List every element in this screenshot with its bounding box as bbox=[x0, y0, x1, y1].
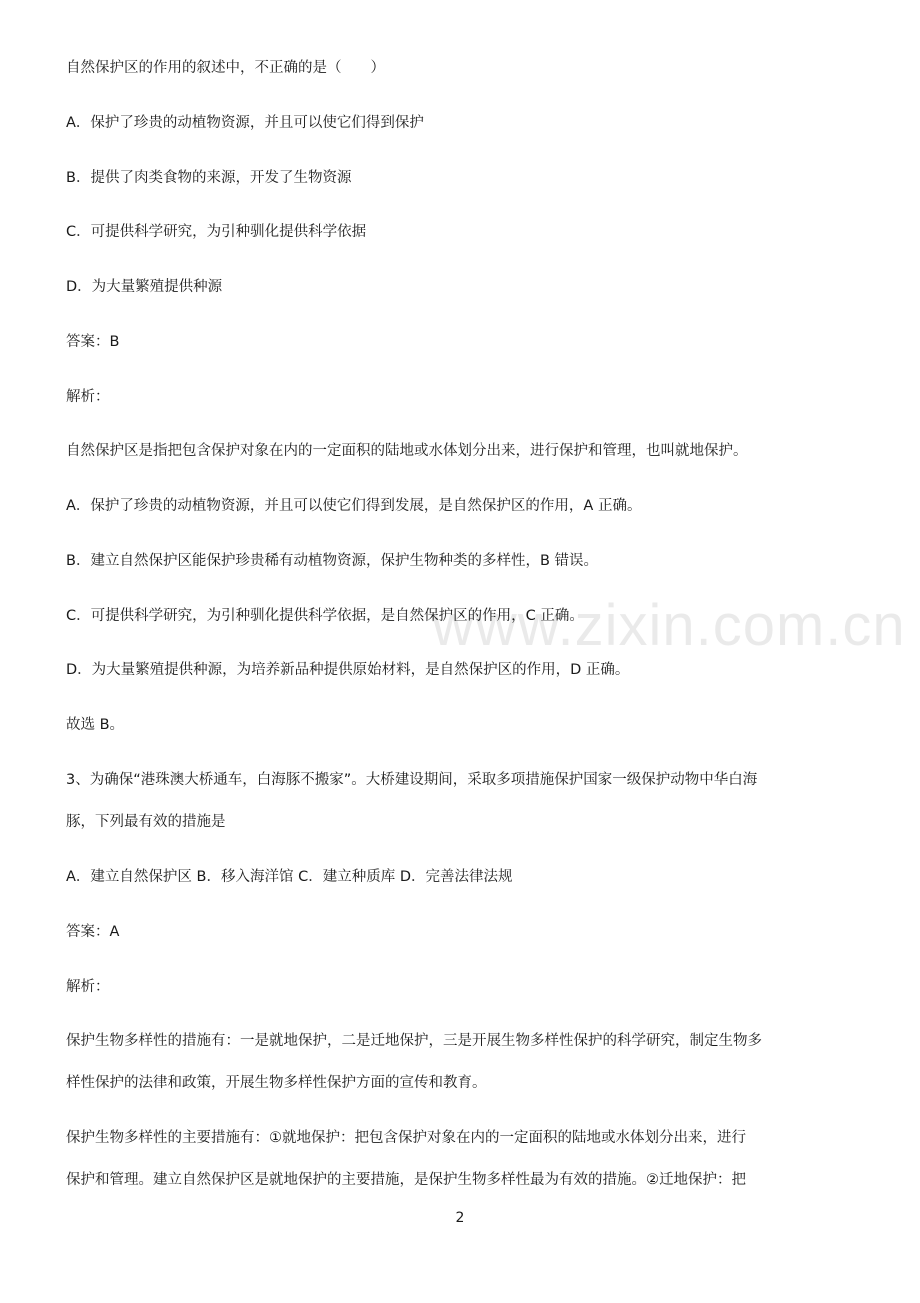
question-3-options: A．建立自然保护区 B．移入海洋馆 C．建立种质库 D．完善法律法规 bbox=[66, 869, 513, 885]
question-3-stem-line-2: 豚，下列最有效的措施是 bbox=[66, 814, 226, 830]
conclusion: 故选 B。 bbox=[66, 717, 125, 733]
analysis-heading: 解析： bbox=[66, 389, 110, 405]
page-number: 2 bbox=[455, 1210, 465, 1226]
analysis-option-b: B．建立自然保护区能保护珍贵稀有动植物资源，保护生物种类的多样性，B 错误。 bbox=[66, 553, 599, 569]
analysis-option-a: A．保护了珍贵的动植物资源，并且可以使它们得到发展，是自然保护区的作用，A 正确。 bbox=[66, 498, 642, 514]
analysis-paragraph-line-2: 样性保护的法律和政策，开展生物多样性保护方面的宣传和教育。 bbox=[66, 1075, 487, 1091]
answer: 答案：B bbox=[66, 334, 120, 350]
analysis-paragraph-line-4: 保护和管理。建立自然保护区是就地保护的主要措施，是保护生物多样性最为有效的措施。②迁地保护：把 bbox=[66, 1172, 746, 1188]
answer: 答案：A bbox=[66, 924, 120, 940]
question-3-stem-line-1: 3、为确保“港珠澳大桥通车，白海豚不搬家”。大桥建设期间，采取多项措施保护国家一级保护动物中华白海 bbox=[66, 772, 758, 788]
option-c: C．可提供科学研究，为引种驯化提供科学依据 bbox=[66, 224, 367, 240]
analysis-paragraph: 自然保护区是指把包含保护对象在内的一定面积的陆地或水体划分出来，进行保护和管理，也叫就地保护。 bbox=[66, 443, 748, 459]
analysis-option-d: D．为大量繁殖提供种源，为培养新品种提供原始材料，是自然保护区的作用，D 正确。 bbox=[66, 662, 630, 678]
analysis-paragraph-line-1: 保护生物多样性的措施有：一是就地保护，二是迁地保护，三是开展生物多样性保护的科学研究，制定生物多 bbox=[66, 1033, 762, 1049]
analysis-option-c: C．可提供科学研究，为引种驯化提供科学依据，是自然保护区的作用，C 正确。 bbox=[66, 608, 584, 624]
option-b: B．提供了肉类食物的来源，开发了生物资源 bbox=[66, 170, 352, 186]
analysis-paragraph-line-3: 保护生物多样性的主要措施有：①就地保护：把包含保护对象在内的一定面积的陆地或水体划分出来，进行 bbox=[66, 1130, 746, 1146]
analysis-heading: 解析： bbox=[66, 979, 110, 995]
option-a: A．保护了珍贵的动植物资源，并且可以使它们得到保护 bbox=[66, 115, 424, 131]
watermark: www.zixin.com.cn bbox=[432, 593, 906, 658]
option-d: D．为大量繁殖提供种源 bbox=[66, 279, 223, 295]
question-stem: 自然保护区的作用的叙述中，不正确的是（ ） bbox=[66, 60, 385, 76]
